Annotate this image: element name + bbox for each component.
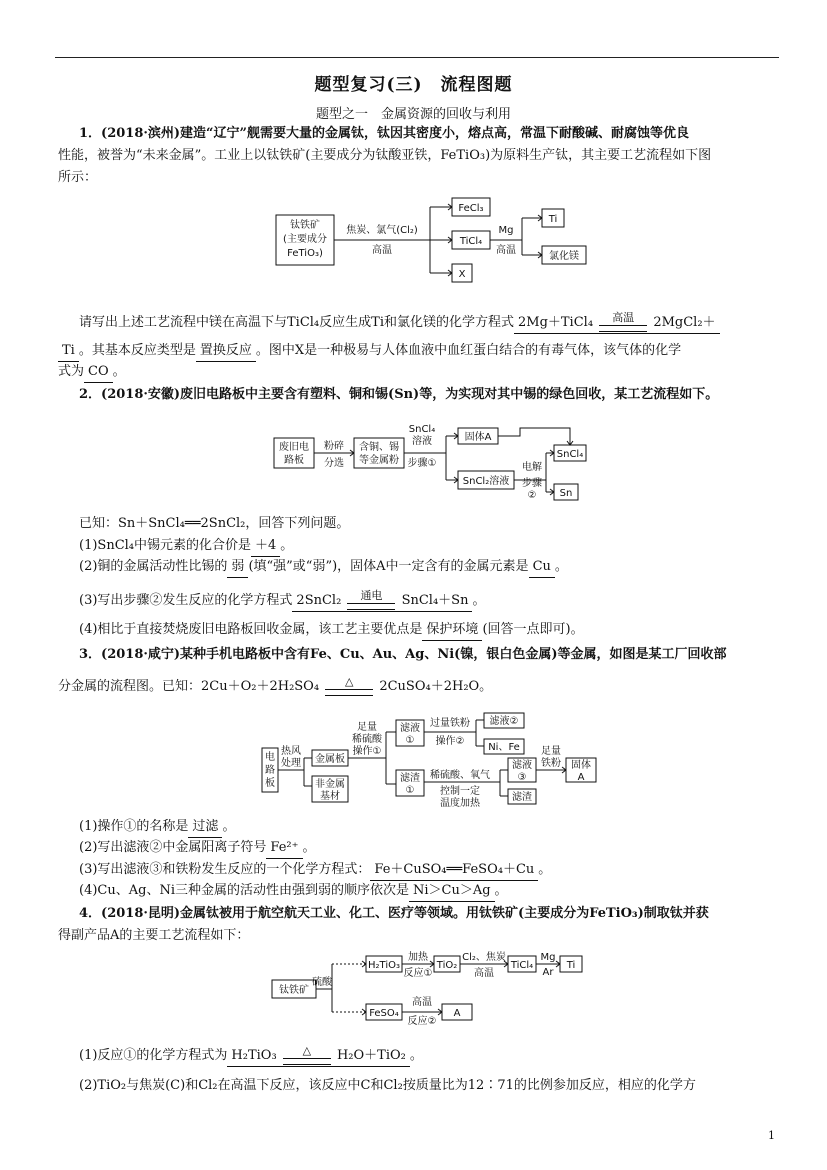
q4-sub1: (1)反应①的化学方程式为 H₂TiO₃ △ H₂O＋TiO₂ 。 xyxy=(79,1045,423,1067)
q3-b4b: ① xyxy=(405,735,415,746)
q3-a4a: 稀硫酸、氧气 xyxy=(430,770,490,781)
q3-a4b: 控制一定 xyxy=(440,786,480,797)
q3-b3a: 非金属 xyxy=(315,779,345,790)
q4-sub2: (2)TiO₂与焦炭(C)和Cl₂在高温下反应，该反应中C和Cl₂按质量比为12∶71的比例参加反应，相应的化学方 xyxy=(79,1078,696,1093)
q4-b1: 钛铁矿 xyxy=(279,985,309,996)
q3-a5a: 足量 xyxy=(541,746,561,757)
q1-stem-line2: 性能，被誉为“未来金属”。工业上以钛铁矿(主要成分为钛酸亚铁，FeTiO₃)为原料生产钛，其主要工艺流程如下图 xyxy=(58,148,712,163)
q4-a4a: Mg xyxy=(540,952,556,963)
q3-a1a: 热风 xyxy=(281,746,301,757)
q4-a1: 硫酸 xyxy=(312,977,332,988)
q4-b5: Ti xyxy=(566,960,576,971)
q3-sub3: (3)写出滤液③和铁粉发生反应的一个化学方程式： Fe＋CuSO₄══FeSO₄＋Cu 。 xyxy=(79,860,551,881)
q3-a2a: 足量 xyxy=(357,722,377,733)
q2-a3b: 步骤 xyxy=(522,478,542,489)
q2-b5: SnCl₄ xyxy=(556,449,584,460)
q2-b2b: 等金属粉 xyxy=(359,455,399,466)
q2-a2c: 步骤① xyxy=(407,458,437,469)
q1-ore-l3: FeTiO₃) xyxy=(287,248,323,259)
q3-b1b: 路 xyxy=(265,765,275,776)
q3-a3b: 操作② xyxy=(435,736,465,747)
q2-a2a: SnCl₄ xyxy=(408,424,436,435)
section-subtitle: 题型之一 金属资源的回收与利用 xyxy=(315,107,511,122)
q1-ore-l1: 钛铁矿 xyxy=(290,220,320,231)
q4-a3a: Cl₂、焦炭 xyxy=(462,952,506,963)
q4-stem2: 得副产品A的主要工艺流程如下： xyxy=(58,928,250,943)
q2-b2a: 含铜、锡 xyxy=(359,442,399,453)
q3-b7b: ① xyxy=(405,785,415,796)
q2-known: 已知：Sn＋SnCl₄══2SnCl₂，回答下列问题。 xyxy=(79,516,350,531)
q2-b4: SnCl₂溶液 xyxy=(462,476,510,487)
q2-b6: Sn xyxy=(559,488,573,499)
q1-stem-line3: 所示： xyxy=(58,170,98,185)
header-rule xyxy=(55,57,779,58)
q2-b3: 固体A xyxy=(464,432,492,443)
q1-ask-line3: 式为 CO 。 xyxy=(58,362,126,383)
q1-arrow1-top: 焦炭、氯气(Cl₂) xyxy=(346,225,418,236)
q2-stem: 2．(2018·安徽)废旧电路板中主要含有塑料、铜和锡(Sn)等，为实现对其中锡的绿色回收，某工艺流程如下。 xyxy=(79,387,719,402)
q3-b4a: 滤液 xyxy=(400,723,420,734)
q3-stem: 3．(2018·咸宁)某种手机电路板中含有Fe、Cu、Au、Ag、Ni(镍，银白色金属)等金属，如图是某工厂回收部 xyxy=(79,647,727,662)
q3-stem2: 分金属的流程图。已知：2Cu＋O₂＋2H₂SO₄ △ 2CuSO₄＋2H₂O。 xyxy=(58,675,493,694)
q4-b4: TiCl₄ xyxy=(510,960,534,971)
q4-a3b: 高温 xyxy=(474,968,494,979)
q1-out2: TiCl₄ xyxy=(459,236,483,247)
q2-b1b: 路板 xyxy=(284,455,304,466)
q3-b6: Ni、Fe xyxy=(488,742,520,753)
q2-sub2: (2)铜的金属活动性比锡的 弱 (填“强”或“弱”)，固体A中一定含有的金属元素是 Cu 。 xyxy=(79,557,568,578)
q2-a3a: 电解 xyxy=(522,462,542,473)
q4-b3: TiO₂ xyxy=(436,960,458,971)
q2-flow-diagram xyxy=(270,420,590,506)
q3-b8b: ③ xyxy=(517,772,527,783)
q4-a5a: 高温 xyxy=(412,997,432,1008)
q4-flow-diagram xyxy=(270,950,590,1026)
q1-ore-l2: (主要成分 xyxy=(283,234,327,245)
q3-a4c: 温度加热 xyxy=(440,798,480,809)
q3-a2c: 操作① xyxy=(352,746,382,757)
q4-stem: 4．(2018·昆明)金属钛被用于航空航天工业、化工、医疗等领域。用钛铁矿(主要成分为FeTiO₃)制取钛并获 xyxy=(79,906,709,921)
q3-sub4: (4)Cu、Ag、Ni三种金属的活动性由强到弱的顺序依次是 Ni＞Cu＞Ag 。 xyxy=(79,881,508,902)
q2-s3-cond: 通电 xyxy=(360,589,383,602)
q4-a4b: Ar xyxy=(542,967,554,978)
q3-cond: △ xyxy=(344,675,354,688)
q1-prod1: Ti xyxy=(548,214,558,225)
q1-ask-line1: 请写出上述工艺流程中镁在高温下与TiCl₄反应生成Ti和氯化镁的化学方程式 2Mg＋TiCl₄ 高温 2MgCl₂＋ xyxy=(79,312,720,334)
q2-sub3: (3)写出步骤②发生反应的化学方程式 2SnCl₂ 通电 SnCl₄＋Sn 。 xyxy=(79,590,485,612)
q3-b10b: A xyxy=(577,772,585,783)
q3-b3b: 基材 xyxy=(320,791,340,802)
q3-a3a: 过量铁粉 xyxy=(430,718,470,729)
q3-b7a: 滤渣 xyxy=(400,773,420,784)
q3-flow-diagram xyxy=(260,710,600,818)
q2-sub1: (1)SnCl₄中锡元素的化合价是 ＋4 。 xyxy=(79,536,293,557)
q3-b1c: 板 xyxy=(265,778,275,789)
q1-prod2: 氯化镁 xyxy=(549,251,579,262)
q3-b9: 滤渣 xyxy=(512,792,532,803)
q4-b6: FeSO₄ xyxy=(369,1008,399,1019)
q4-s1-cond: △ xyxy=(302,1044,312,1057)
q3-b10a: 固体 xyxy=(571,760,591,771)
q2-a3c: ② xyxy=(527,490,537,501)
q1-ask-line2: Ti 。其基本反应类型是 置换反应 。图中X是一种极易与人体血液中血红蛋白结合的有毒气体，该气体的化学 xyxy=(58,341,681,362)
q4-a2b: 反应① xyxy=(403,968,433,979)
q1-arrow2-bot: 高温 xyxy=(496,245,516,256)
q3-b2: 金属板 xyxy=(315,754,345,765)
q2-a1a: 粉碎 xyxy=(324,441,344,452)
q1-out1: FeCl₃ xyxy=(458,203,484,214)
q2-a1b: 分选 xyxy=(324,458,344,469)
q1-stem-line1: 1．(2018·滨州)建造“辽宁”舰需要大量的金属钛，钛因其密度小，熔点高，常温下耐酸碱、耐腐蚀等优良 xyxy=(79,126,690,141)
q3-a2b: 稀硫酸 xyxy=(352,734,382,745)
q1-arrow2-top: Mg xyxy=(498,225,514,236)
page-title: 题型复习(三) 流程图题 xyxy=(314,75,513,95)
q2-b1a: 废旧电 xyxy=(279,442,309,453)
q3-sub2: (2)写出滤液②中金属阳离子符号 Fe²⁺ 。 xyxy=(79,838,316,859)
q3-b8a: 滤液 xyxy=(512,760,532,771)
q3-b5: 滤液② xyxy=(489,716,519,727)
q1-out3: X xyxy=(458,269,466,280)
q3-sub1: (1)操作①的名称是 过滤 。 xyxy=(79,817,235,838)
q4-a2a: 加热 xyxy=(408,952,428,963)
q2-a2b: 溶液 xyxy=(412,436,432,447)
q3-a5b: 铁粉 xyxy=(541,758,561,769)
q4-b7: A xyxy=(453,1008,461,1019)
q1-arrow1-bot: 高温 xyxy=(372,245,392,256)
q1-cond: 高温 xyxy=(612,311,635,324)
q4-a5b: 反应② xyxy=(407,1016,437,1026)
q3-b1a: 电 xyxy=(265,752,275,763)
q4-b2: H₂TiO₃ xyxy=(368,960,400,971)
page-number: 1 xyxy=(768,1129,775,1142)
q3-a1b: 处理 xyxy=(281,758,301,769)
q2-sub4: (4)相比于直接焚烧废旧电路板回收金属，该工艺主要优点是 保护环境 (回答一点即可)。 xyxy=(79,620,584,641)
q1-flow-diagram xyxy=(270,193,590,288)
